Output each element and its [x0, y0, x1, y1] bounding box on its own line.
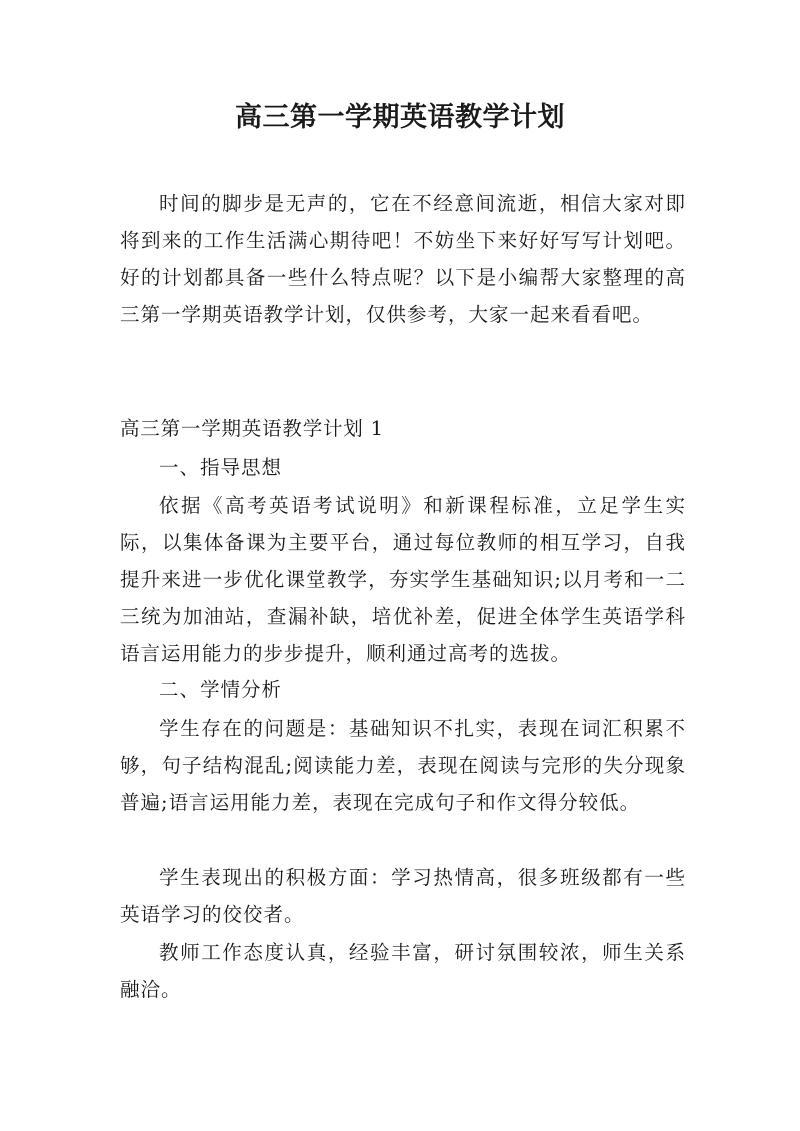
paragraph-student-problems: 学生存在的问题是：基础知识不扎实，表现在词汇积累不够，句子结构混乱;阅读能力差，表现在阅读与完形的失分现象普遍;语言运用能力差，表现在完成句子和作文得分较低。 — [120, 717, 686, 814]
section-title: 高三第一学期英语教学计划 1 — [120, 417, 384, 440]
section-heading-student-analysis: 二、学情分析 — [159, 678, 283, 701]
paragraph-student-strengths: 学生表现出的积极方面：学习热情高，很多班级都有一些英语学习的佼佼者。 — [120, 866, 686, 926]
paragraph-teacher-attitude: 教师工作态度认真，经验丰富，研讨氛围较浓，师生关系融洽。 — [120, 941, 686, 1001]
section-heading-guiding-ideology: 一、指导思想 — [159, 456, 283, 479]
paragraph-guiding-ideology: 依据《高考英语考试说明》和新课程标准，立足学生实际，以集体备课为主要平台，通过每位教师的相互学习，自我提升来进一步优化课堂教学，夯实学生基础知识;以月考和一二三统为加油站，查漏补缺，培优补差，促进全体学生英语学科语言运用能力的步步提升，顺利通过高考的选拔。 — [120, 494, 686, 665]
intro-paragraph: 时间的脚步是无声的，它在不经意间流逝，相信大家对即将到来的工作生活满心期待吧！不妨坐下来好好写写计划吧。好的计划都具备一些什么特点呢？以下是小编帮大家整理的高三第一学期英语教学计划，仅供参考，大家一起来看看吧。 — [120, 192, 686, 326]
document-title: 高三第一学期英语教学计划 — [235, 102, 565, 133]
